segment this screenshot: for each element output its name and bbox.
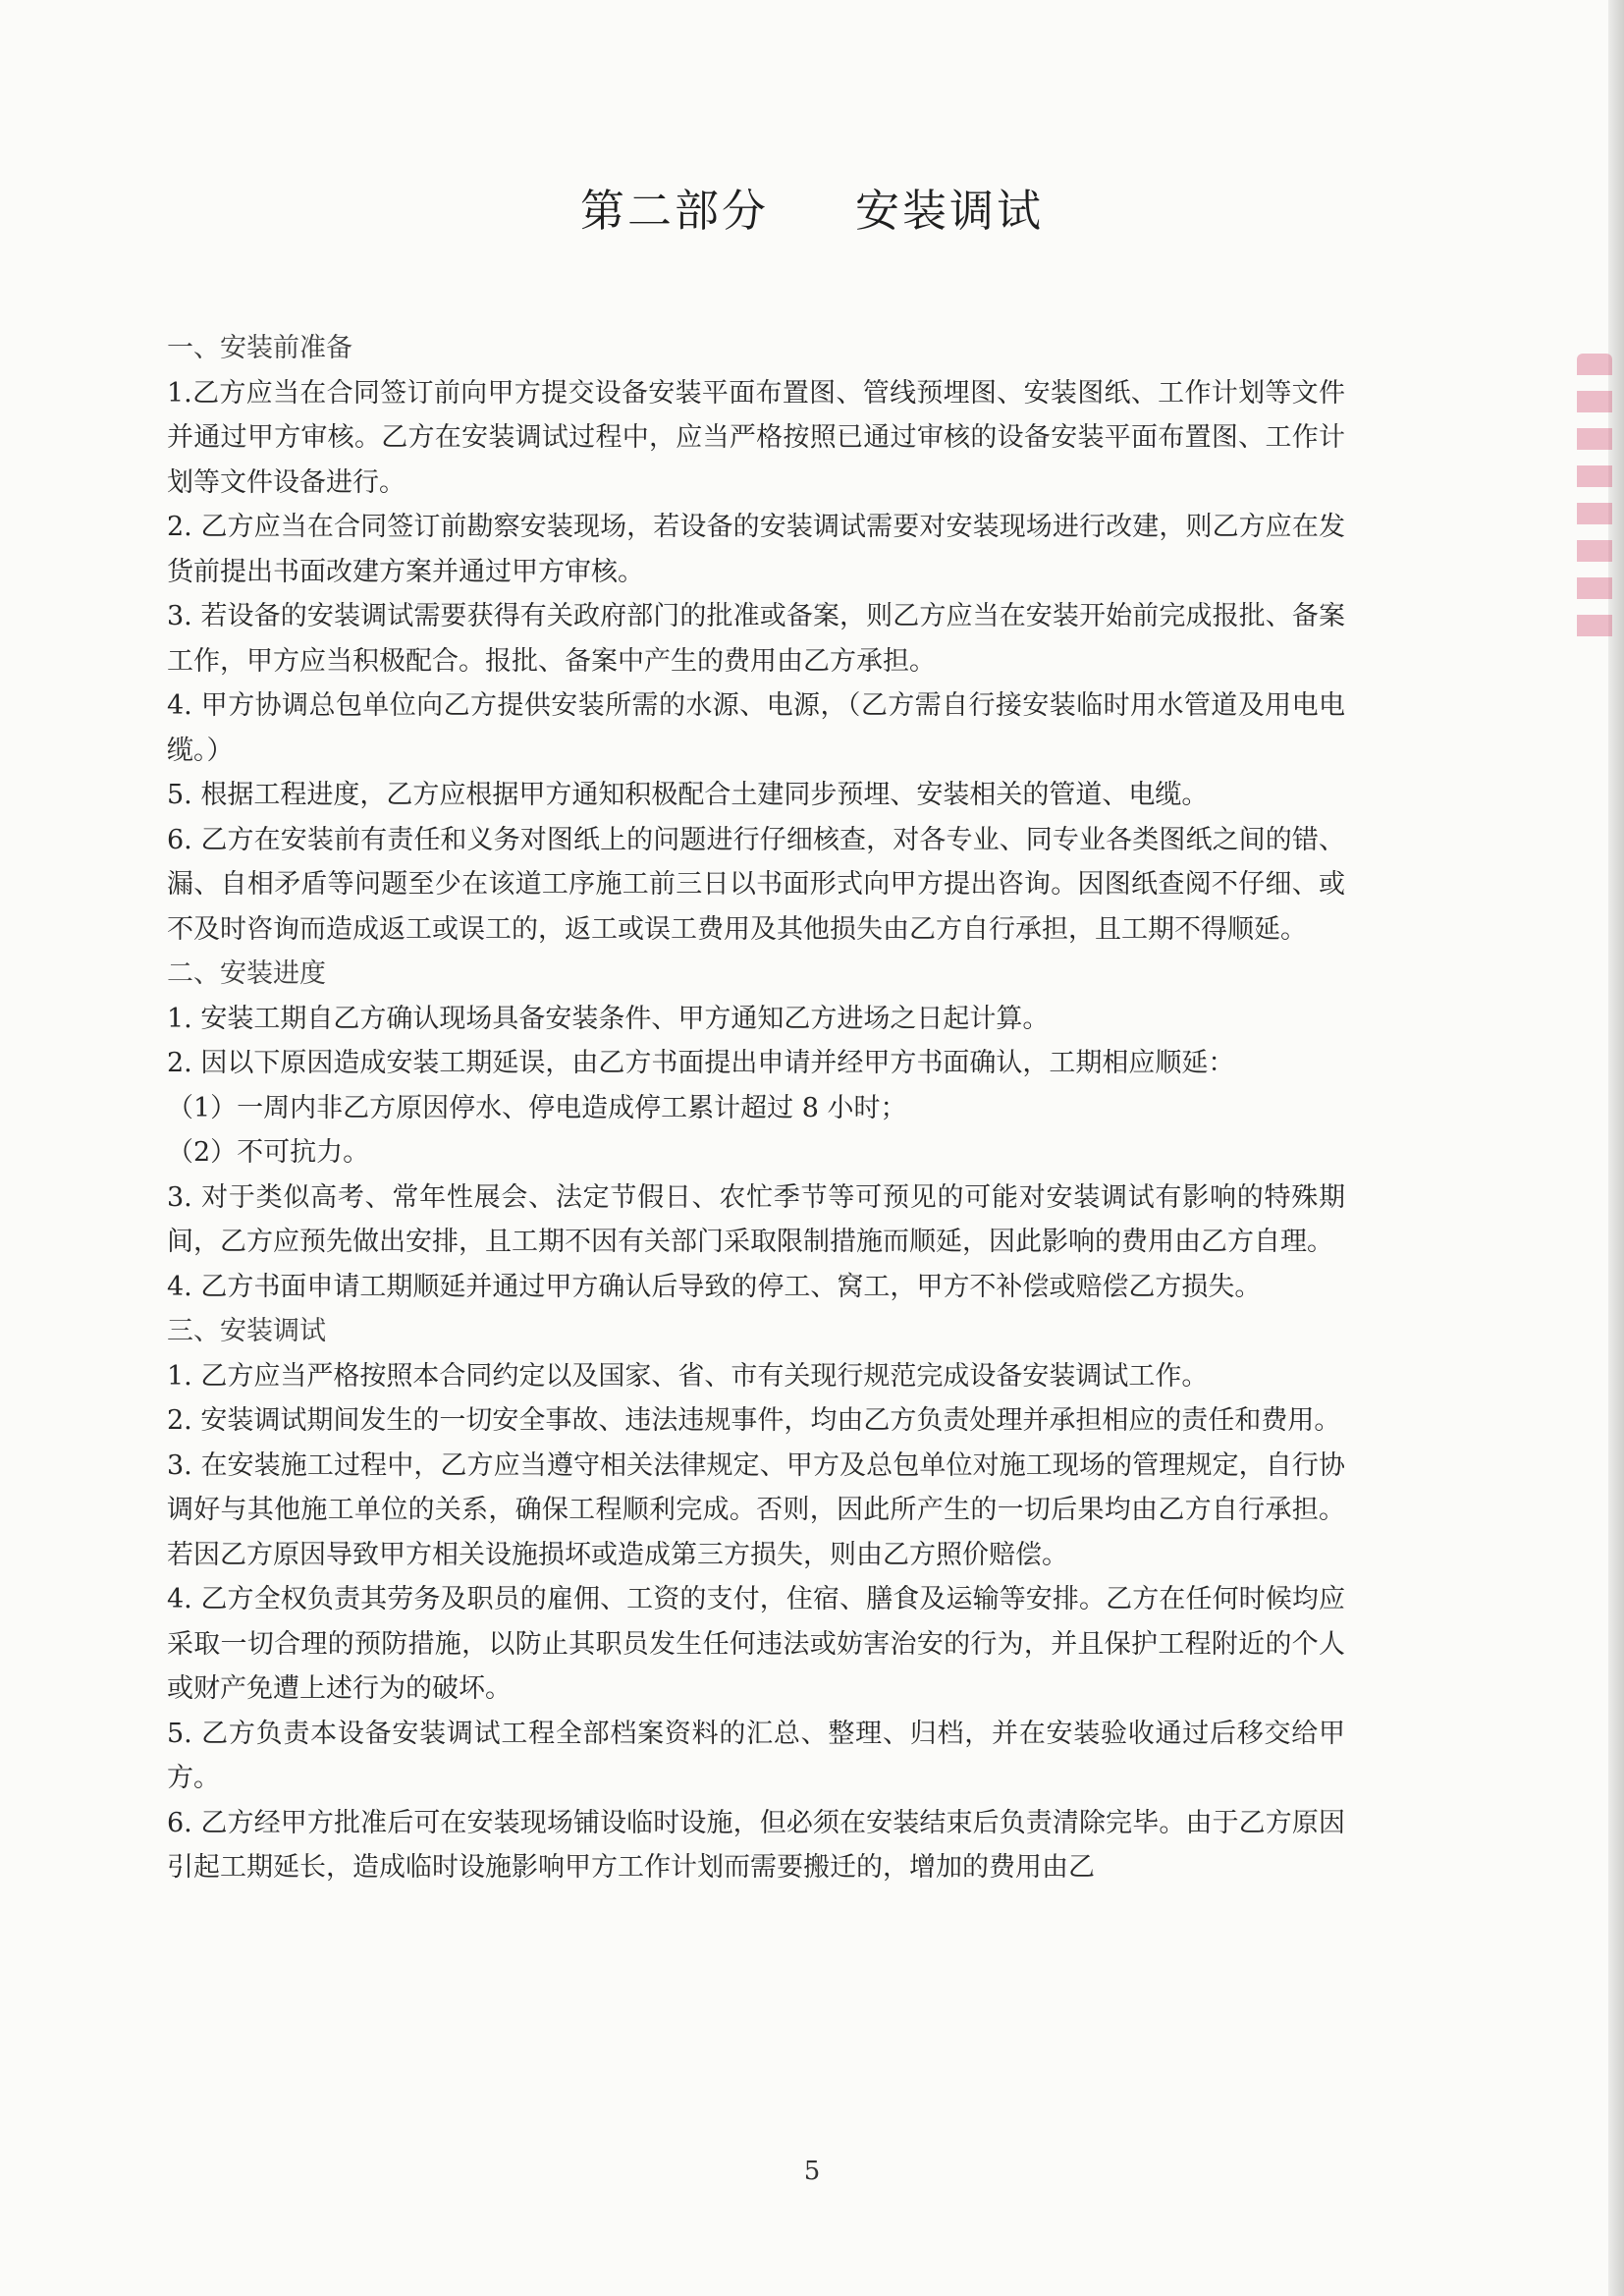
section-heading-1: 一、安装前准备	[167, 333, 352, 363]
paragraph-2-2: 2. 因以下原因造成安装工期延误，由乙方书面提出申请并经甲方书面确认，工期相应顺延：	[167, 1048, 1235, 1078]
scan-edge-shadow	[1608, 0, 1624, 2296]
paragraph-2-2-1: （1）一周内非乙方原因停水、停电造成停工累计超过 8 小时；	[167, 1092, 907, 1123]
seal-stamp-fragment	[1577, 354, 1612, 648]
section-heading-3: 三、安装调试	[167, 1316, 326, 1346]
title-part: 第二部分	[579, 185, 769, 237]
page-title	[0, 175, 1624, 239]
paragraph-2-4: 4. 乙方书面申请工期顺延并通过甲方确认后导致的停工、窝工，甲方不补偿或赔偿乙方损失。	[167, 1271, 1262, 1302]
section-heading-2: 二、安装进度	[167, 958, 326, 989]
paragraph-3-1: 1. 乙方应当严格按照本合同约定以及国家、省、市有关现行规范完成设备安装调试工作。	[167, 1360, 1209, 1392]
paragraph-3-3: 3. 在安装施工过程中，乙方应当遵守相关法律规定、甲方及总包单位对施工现场的管理规定，自行协调好与其他施工单位的关系，确保工程顺利完成。否则，因此所产生的一切后果均由乙方自行承担。若因乙方原因导致甲方相关设施损坏或造成第三方损失，则由乙方照价赔偿。	[167, 1449, 1345, 1570]
paragraph-2-2-2: （2）不可抗力。	[167, 1137, 370, 1168]
paragraph-1-4: 4. 甲方协调总包单位向乙方提供安装所需的水源、电源，（乙方需自行接安装临时用水管道及用电电缆。）	[167, 690, 1345, 766]
paragraph-3-5: 5. 乙方负责本设备安装调试工程全部档案资料的汇总、整理、归档，并在安装验收通过后移交给甲方。	[167, 1718, 1345, 1793]
paragraph-3-6: 6. 乙方经甲方批准后可在安装现场铺设临时设施，但必须在安装结束后负责清除完毕。由于乙方原因引起工期延长，造成临时设施影响甲方工作计划而需要搬迁的，增加的费用由乙	[167, 1807, 1345, 1883]
paragraph-2-3: 3. 对于类似高考、常年性展会、法定节假日、农忙季节等可预见的可能对安装调试有影响的特殊期间，乙方应预先做出安排，且工期不因有关部门采取限制措施而顺延，因此影响的费用由乙方自理。	[167, 1181, 1345, 1257]
paragraph-2-1: 1. 安装工期自乙方确认现场具备安装条件、甲方通知乙方进场之日起计算。	[167, 1003, 1050, 1034]
paragraph-1-5: 5. 根据工程进度，乙方应根据甲方通知积极配合土建同步预埋、安装相关的管道、电缆。	[167, 780, 1209, 810]
title-name: 安装调试	[855, 185, 1045, 237]
paragraph-1-1: 1.乙方应当在合同签订前向甲方提交设备安装平面布置图、管线预埋图、安装图纸、工作计划等文件并通过甲方审核。乙方在安装调试过程中，应当严格按照已通过审核的设备安装平面布置图、工作计划等文件设备进行。	[167, 377, 1345, 498]
page-number: 5	[803, 2157, 821, 2186]
paragraph-3-4: 4. 乙方全权负责其劳务及职员的雇佣、工资的支付，住宿、膳食及运输等安排。乙方在任何时候均应采取一切合理的预防措施，以防止其职员发生任何违法或妨害治安的行为，并且保护工程附近的个人或财产免遭上述行为的破坏。	[167, 1584, 1345, 1704]
paragraph-1-2: 2. 乙方应当在合同签订前勘察安装现场，若设备的安装调试需要对安装现场进行改建，则乙方应在发货前提出书面改建方案并通过甲方审核。	[167, 512, 1345, 587]
document-body	[167, 326, 1345, 1890]
paragraph-3-2: 2. 安装调试期间发生的一切安全事故、违法违规事件，均由乙方负责处理并承担相应的责任和费用。	[167, 1405, 1341, 1436]
paragraph-1-3: 3. 若设备的安装调试需要获得有关政府部门的批准或备案，则乙方应当在安装开始前完成报批、备案工作，甲方应当积极配合。报批、备案中产生的费用由乙方承担。	[167, 601, 1345, 677]
paragraph-1-6: 6. 乙方在安装前有责任和义务对图纸上的问题进行仔细核查，对各专业、同专业各类图纸之间的错、漏、自相矛盾等问题至少在该道工序施工前三日以书面形式向甲方提出咨询。因图纸查阅不仔细、或不及时咨询而造成返工或误工的，返工或误工费用及其他损失由乙方自行承担，且工期不得顺延。	[167, 824, 1345, 945]
